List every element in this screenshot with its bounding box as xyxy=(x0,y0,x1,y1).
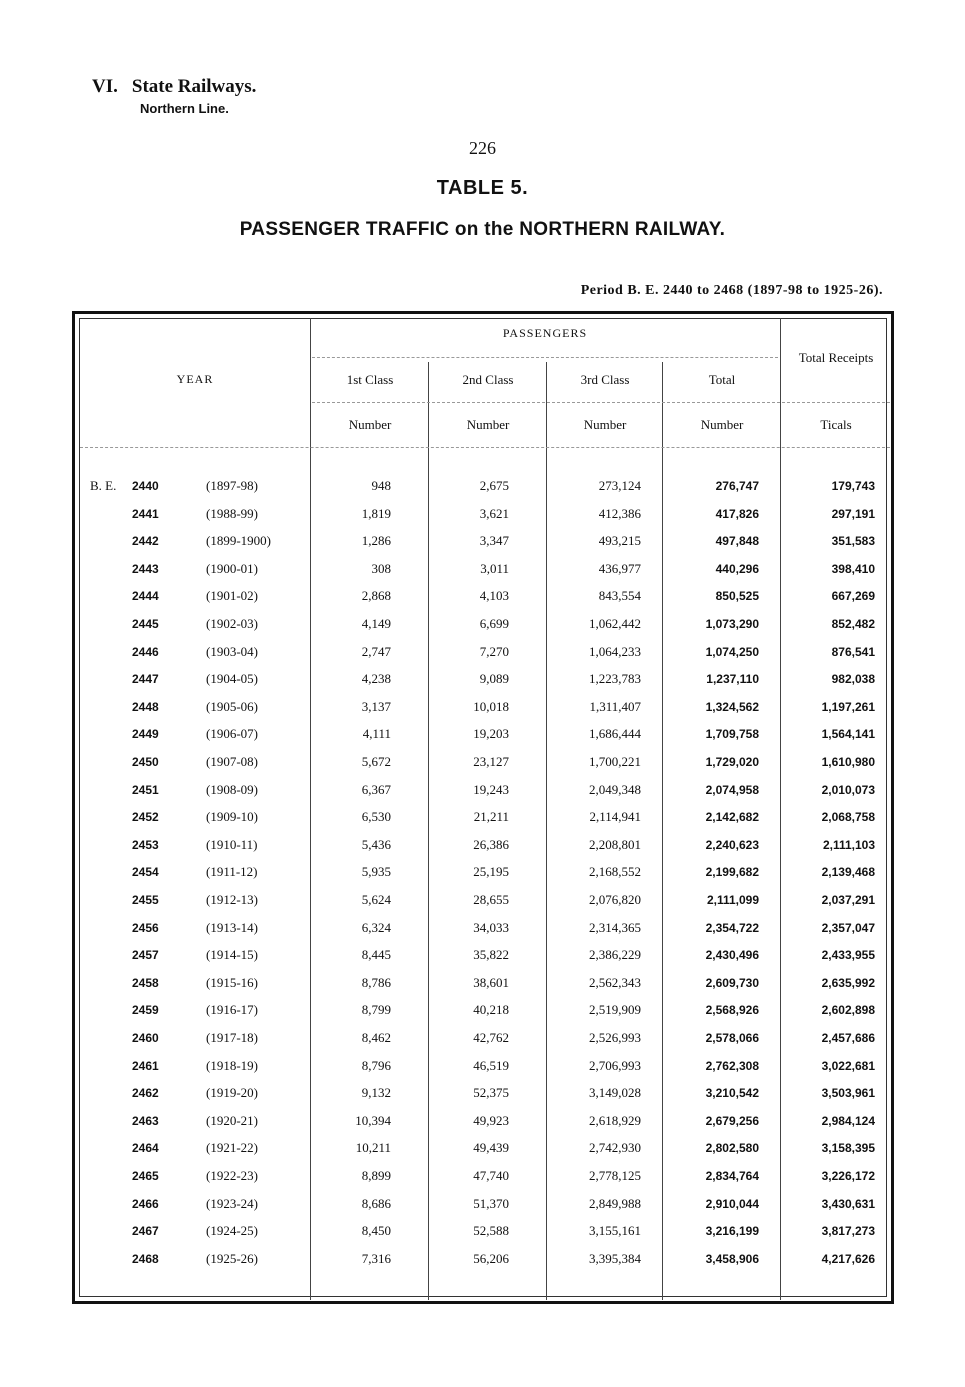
receipts-cell: 2,139,468 xyxy=(821,865,875,879)
receipts-cell: 667,269 xyxy=(831,589,875,603)
receipts-cell: 852,482 xyxy=(831,617,875,631)
third-class-cell: 2,562,343 xyxy=(589,975,641,990)
first-class-cell: 6,324 xyxy=(361,920,391,935)
first-class-cell: 4,149 xyxy=(361,616,391,631)
year-be-cell: 2453 xyxy=(132,838,159,852)
third-class-cell: 2,049,348 xyxy=(589,782,641,797)
first-class-cell: 5,672 xyxy=(361,754,391,769)
year-ad-cell: (1897-98) xyxy=(206,478,258,493)
year-be-cell: 2451 xyxy=(132,783,159,797)
year-be-cell: 2467 xyxy=(132,1224,159,1238)
year-be-cell: 2440 xyxy=(132,479,159,493)
total-cell: 440,296 xyxy=(715,562,759,576)
second-class-cell: 3,621 xyxy=(479,506,509,521)
year-ad-cell: (1914-15) xyxy=(206,947,258,962)
year-ad-cell: (1916-17) xyxy=(206,1002,258,1017)
year-be-cell: 2458 xyxy=(132,976,159,990)
third-class-cell: 2,519,909 xyxy=(589,1002,641,1017)
receipts-cell: 398,410 xyxy=(831,562,875,576)
year-be-cell: 2452 xyxy=(132,810,159,824)
table-row xyxy=(0,1107,965,1135)
second-class-cell: 2,675 xyxy=(479,478,509,493)
third-class-cell: 1,311,407 xyxy=(589,699,641,714)
receipts-cell: 3,226,172 xyxy=(821,1169,875,1183)
table-row xyxy=(0,858,965,886)
second-class-cell: 47,740 xyxy=(473,1168,509,1183)
year-be-cell: 2446 xyxy=(132,645,159,659)
first-class-header: 1st Class xyxy=(346,372,394,387)
receipts-cell: 3,430,631 xyxy=(821,1197,875,1211)
total-cell: 1,074,250 xyxy=(705,645,759,659)
second-class-cell: 49,439 xyxy=(473,1140,509,1155)
first-class-cell: 1,286 xyxy=(361,533,391,548)
year-ad-cell: (1918-19) xyxy=(206,1058,258,1073)
first-class-cell: 10,211 xyxy=(355,1140,391,1155)
first-class-cell: 7,316 xyxy=(361,1251,391,1266)
table-row xyxy=(0,914,965,942)
table-row xyxy=(0,1190,965,1218)
total-cell: 2,142,682 xyxy=(705,810,759,824)
third-class-unit: Number xyxy=(583,417,627,432)
first-class-cell: 4,238 xyxy=(361,671,391,686)
receipts-cell: 1,610,980 xyxy=(821,755,875,769)
year-ad-cell: (1912-13) xyxy=(206,892,258,907)
third-class-cell: 2,314,365 xyxy=(589,920,641,935)
year-ad-cell: (1919-20) xyxy=(206,1085,258,1100)
second-class-cell: 3,347 xyxy=(479,533,509,548)
second-class-cell: 51,370 xyxy=(473,1196,509,1211)
first-class-cell: 9,132 xyxy=(361,1085,391,1100)
receipts-cell: 3,503,961 xyxy=(821,1086,875,1100)
third-class-cell: 2,618,929 xyxy=(589,1113,641,1128)
total-cell: 2,679,256 xyxy=(705,1114,759,1128)
second-class-cell: 10,018 xyxy=(473,699,509,714)
third-class-cell: 2,778,125 xyxy=(589,1168,641,1183)
total-cell: 1,324,562 xyxy=(705,700,759,714)
year-ad-cell: (1902-03) xyxy=(206,616,258,631)
receipts-cell: 2,433,955 xyxy=(821,948,875,962)
total-cell: 2,568,926 xyxy=(705,1003,759,1017)
first-class-cell: 8,686 xyxy=(361,1196,391,1211)
year-be-cell: 2468 xyxy=(132,1252,159,1266)
first-class-cell: 4,111 xyxy=(362,726,391,741)
year-ad-cell: (1915-16) xyxy=(206,975,258,990)
year-be-cell: 2461 xyxy=(132,1059,159,1073)
first-class-cell: 8,786 xyxy=(361,975,391,990)
second-class-cell: 25,195 xyxy=(473,864,509,879)
subsection-title: Northern Line. xyxy=(140,101,229,116)
first-class-cell: 308 xyxy=(371,561,391,576)
year-be-cell: 2457 xyxy=(132,948,159,962)
first-class-cell: 6,530 xyxy=(361,809,391,824)
total-cell: 2,910,044 xyxy=(705,1197,759,1211)
second-class-cell: 38,601 xyxy=(473,975,509,990)
table-row xyxy=(0,1024,965,1052)
year-be-cell: 2464 xyxy=(132,1141,159,1155)
total-cell: 1,073,290 xyxy=(705,617,759,631)
receipts-cell: 2,984,124 xyxy=(821,1114,875,1128)
receipts-cell: 2,635,992 xyxy=(821,976,875,990)
table-row xyxy=(0,803,965,831)
period-note: Period B. E. 2440 to 2468 (1897-98 to 1925-26). xyxy=(580,283,883,298)
year-be-cell: 2441 xyxy=(132,507,159,521)
year-be-cell: 2454 xyxy=(132,865,159,879)
year-ad-cell: (1924-25) xyxy=(206,1223,258,1238)
year-ad-cell: (1913-14) xyxy=(206,920,258,935)
second-class-cell: 35,822 xyxy=(473,947,509,962)
second-class-cell: 46,519 xyxy=(473,1058,509,1073)
table-row xyxy=(0,638,965,666)
total-cell: 2,609,730 xyxy=(705,976,759,990)
year-ad-cell: (1988-99) xyxy=(206,506,258,521)
second-class-cell: 19,203 xyxy=(473,726,509,741)
year-be-cell: 2462 xyxy=(132,1086,159,1100)
table-row xyxy=(0,1079,965,1107)
passengers-header: PASSENGERS xyxy=(502,326,588,340)
year-be-cell: 2465 xyxy=(132,1169,159,1183)
second-class-cell: 21,211 xyxy=(473,809,509,824)
third-class-cell: 2,742,930 xyxy=(589,1140,641,1155)
total-cell: 2,354,722 xyxy=(705,921,759,935)
table-row xyxy=(0,941,965,969)
receipts-cell: 2,037,291 xyxy=(821,893,875,907)
year-header: YEAR xyxy=(176,372,214,386)
year-ad-cell: (1922-23) xyxy=(206,1168,258,1183)
first-class-cell: 8,899 xyxy=(361,1168,391,1183)
total-cell: 497,848 xyxy=(715,534,759,548)
first-class-cell: 10,394 xyxy=(355,1113,391,1128)
table-row xyxy=(0,1245,965,1273)
third-class-cell: 493,215 xyxy=(598,533,641,548)
year-ad-cell: (1921-22) xyxy=(206,1140,258,1155)
third-class-cell: 273,124 xyxy=(598,478,641,493)
second-class-cell: 42,762 xyxy=(473,1030,509,1045)
year-ad-cell: (1920-21) xyxy=(206,1113,258,1128)
second-class-cell: 9,089 xyxy=(479,671,509,686)
receipts-cell: 1,197,261 xyxy=(821,700,875,714)
receipts-unit: Ticals xyxy=(820,417,852,432)
receipts-cell: 2,068,758 xyxy=(821,810,875,824)
first-class-cell: 3,137 xyxy=(361,699,391,714)
year-ad-cell: (1909-10) xyxy=(206,809,258,824)
total-cell: 850,525 xyxy=(715,589,759,603)
total-cell: 3,216,199 xyxy=(705,1224,759,1238)
year-be-cell: 2442 xyxy=(132,534,159,548)
total-cell: 2,578,066 xyxy=(705,1031,759,1045)
total-cell: 2,762,308 xyxy=(705,1059,759,1073)
total-cell: 2,074,958 xyxy=(705,783,759,797)
third-class-cell: 3,149,028 xyxy=(589,1085,641,1100)
table-subtitle: PASSENGER TRAFFIC on the NORTHERN RAILWAY. xyxy=(239,219,726,240)
year-ad-cell: (1904-05) xyxy=(206,671,258,686)
year-be-cell: 2447 xyxy=(132,672,159,686)
year-ad-cell: (1905-06) xyxy=(206,699,258,714)
receipts-cell: 876,541 xyxy=(831,645,875,659)
first-class-cell: 2,747 xyxy=(361,644,391,659)
year-ad-cell: (1910-11) xyxy=(206,837,258,852)
year-be-cell: 2459 xyxy=(132,1003,159,1017)
third-class-header: 3rd Class xyxy=(580,372,630,387)
total-cell: 2,430,496 xyxy=(705,948,759,962)
table-row xyxy=(0,472,965,500)
table-row xyxy=(0,776,965,804)
second-class-cell: 19,243 xyxy=(473,782,509,797)
receipts-cell: 3,022,681 xyxy=(821,1059,875,1073)
receipts-cell: 297,191 xyxy=(831,507,875,521)
total-receipts-header: Total Receipts xyxy=(798,350,874,365)
receipts-cell: 2,357,047 xyxy=(821,921,875,935)
section-title: State Railways. xyxy=(131,76,257,97)
receipts-cell: 351,583 xyxy=(831,534,875,548)
total-cell: 1,237,110 xyxy=(706,672,759,686)
third-class-cell: 3,395,384 xyxy=(589,1251,641,1266)
second-class-cell: 28,655 xyxy=(473,892,509,907)
third-class-cell: 2,208,801 xyxy=(589,837,641,852)
first-class-cell: 8,799 xyxy=(361,1002,391,1017)
third-class-cell: 2,114,941 xyxy=(589,809,641,824)
third-class-cell: 2,706,993 xyxy=(589,1058,641,1073)
year-be-cell: 2444 xyxy=(132,589,159,603)
table-row xyxy=(0,1162,965,1190)
first-class-cell: 8,796 xyxy=(361,1058,391,1073)
total-cell: 417,826 xyxy=(715,507,759,521)
receipts-cell: 1,564,141 xyxy=(821,727,875,741)
second-class-cell: 23,127 xyxy=(473,754,509,769)
third-class-cell: 1,064,233 xyxy=(589,644,641,659)
year-ad-cell: (1925-26) xyxy=(206,1251,258,1266)
first-class-cell: 6,367 xyxy=(361,782,391,797)
total-cell: 3,210,542 xyxy=(705,1086,759,1100)
third-class-cell: 843,554 xyxy=(598,588,641,603)
table-row xyxy=(0,527,965,555)
table-row xyxy=(0,831,965,859)
first-class-unit: Number xyxy=(348,417,392,432)
page-number: 226 xyxy=(469,138,496,158)
year-ad-cell: (1908-09) xyxy=(206,782,258,797)
table-row xyxy=(0,555,965,583)
year-ad-cell: (1900-01) xyxy=(206,561,258,576)
total-header: Total xyxy=(708,372,736,387)
year-ad-cell: (1899-1900) xyxy=(206,533,271,548)
year-be-cell: 2445 xyxy=(132,617,159,631)
second-class-header: 2nd Class xyxy=(462,372,514,387)
receipts-cell: 179,743 xyxy=(831,479,875,493)
year-ad-cell: (1907-08) xyxy=(206,754,258,769)
total-unit: Number xyxy=(700,417,744,432)
table-row xyxy=(0,720,965,748)
second-class-cell: 7,270 xyxy=(479,644,509,659)
third-class-cell: 2,386,229 xyxy=(589,947,641,962)
receipts-cell: 3,817,273 xyxy=(821,1224,875,1238)
header-rule xyxy=(80,447,890,448)
total-cell: 276,747 xyxy=(715,479,759,493)
third-class-cell: 1,223,783 xyxy=(589,671,641,686)
first-class-cell: 5,935 xyxy=(361,864,391,879)
table-row xyxy=(0,969,965,997)
year-be-cell: 2455 xyxy=(132,893,159,907)
first-class-cell: 948 xyxy=(371,478,391,493)
first-class-cell: 8,445 xyxy=(361,947,391,962)
year-ad-cell: (1903-04) xyxy=(206,644,258,659)
year-be-cell: 2443 xyxy=(132,562,159,576)
second-class-cell: 26,386 xyxy=(473,837,509,852)
year-be-cell: 2449 xyxy=(132,727,159,741)
third-class-cell: 1,700,221 xyxy=(589,754,641,769)
year-be-cell: 2460 xyxy=(132,1031,159,1045)
receipts-cell: 2,111,103 xyxy=(822,838,875,852)
first-class-cell: 8,450 xyxy=(361,1223,391,1238)
year-ad-cell: (1906-07) xyxy=(206,726,258,741)
table-row xyxy=(0,693,965,721)
first-class-cell: 8,462 xyxy=(361,1030,391,1045)
second-class-cell: 52,375 xyxy=(473,1085,509,1100)
receipts-cell: 2,457,686 xyxy=(821,1031,875,1045)
third-class-cell: 2,526,993 xyxy=(589,1030,641,1045)
third-class-cell: 436,977 xyxy=(598,561,641,576)
era-label: B. E. xyxy=(90,478,117,493)
second-class-cell: 52,588 xyxy=(473,1223,509,1238)
total-cell: 1,709,758 xyxy=(705,727,759,741)
year-ad-cell: (1911-12) xyxy=(206,864,258,879)
table-row xyxy=(0,1217,965,1245)
first-class-cell: 2,868 xyxy=(361,588,391,603)
total-cell: 1,729,020 xyxy=(705,755,759,769)
second-class-cell: 6,699 xyxy=(479,616,509,631)
section-heading xyxy=(92,76,256,98)
year-ad-cell: (1917-18) xyxy=(206,1030,258,1045)
year-be-cell: 2448 xyxy=(132,700,159,714)
third-class-cell: 3,155,161 xyxy=(589,1223,641,1238)
receipts-cell: 2,010,073 xyxy=(821,783,875,797)
third-class-cell: 2,076,820 xyxy=(589,892,641,907)
year-be-cell: 2456 xyxy=(132,921,159,935)
total-cell: 3,458,906 xyxy=(705,1252,759,1266)
first-class-cell: 1,819 xyxy=(361,506,391,521)
second-class-unit: Number xyxy=(466,417,510,432)
table-row xyxy=(0,665,965,693)
table-row xyxy=(0,1052,965,1080)
year-be-cell: 2450 xyxy=(132,755,159,769)
table-row xyxy=(0,886,965,914)
total-cell: 2,834,764 xyxy=(705,1169,759,1183)
third-class-cell: 1,062,442 xyxy=(589,616,641,631)
second-class-cell: 34,033 xyxy=(473,920,509,935)
total-cell: 2,199,682 xyxy=(705,865,759,879)
year-be-cell: 2466 xyxy=(132,1197,159,1211)
third-class-cell: 2,168,552 xyxy=(589,864,641,879)
second-class-cell: 49,923 xyxy=(473,1113,509,1128)
third-class-cell: 2,849,988 xyxy=(589,1196,641,1211)
receipts-cell: 3,158,395 xyxy=(821,1141,875,1155)
total-cell: 2,240,623 xyxy=(705,838,759,852)
receipts-cell: 2,602,898 xyxy=(821,1003,875,1017)
table-row xyxy=(0,582,965,610)
year-be-cell: 2463 xyxy=(132,1114,159,1128)
table-row xyxy=(0,610,965,638)
second-class-cell: 3,011 xyxy=(480,561,509,576)
header-rule xyxy=(312,357,778,358)
third-class-cell: 412,386 xyxy=(598,506,641,521)
year-ad-cell: (1901-02) xyxy=(206,588,258,603)
section-number: VI. xyxy=(92,76,118,97)
table-title: TABLE 5. xyxy=(436,177,529,199)
first-class-cell: 5,436 xyxy=(361,837,391,852)
year-ad-cell: (1923-24) xyxy=(206,1196,258,1211)
second-class-cell: 4,103 xyxy=(479,588,509,603)
receipts-cell: 982,038 xyxy=(831,672,875,686)
first-class-cell: 5,624 xyxy=(361,892,391,907)
table-row xyxy=(0,1134,965,1162)
total-cell: 2,111,099 xyxy=(706,893,759,907)
header-rule xyxy=(312,402,890,403)
second-class-cell: 40,218 xyxy=(473,1002,509,1017)
table-row xyxy=(0,748,965,776)
table-row xyxy=(0,996,965,1024)
third-class-cell: 1,686,444 xyxy=(589,726,641,741)
second-class-cell: 56,206 xyxy=(473,1251,509,1266)
receipts-cell: 4,217,626 xyxy=(821,1252,875,1266)
total-cell: 2,802,580 xyxy=(705,1141,759,1155)
table-row xyxy=(0,500,965,528)
